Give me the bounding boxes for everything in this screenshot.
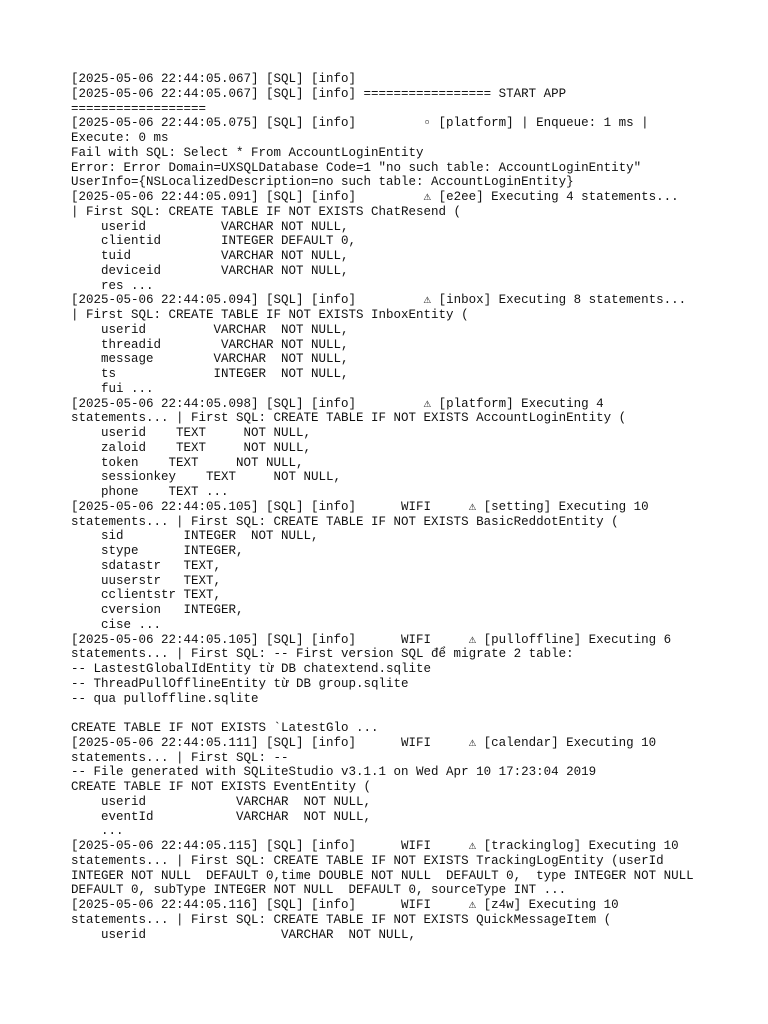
log-line: zaloid TEXT NOT NULL, — [71, 440, 312, 455]
log-line: sdatastr TEXT, — [71, 558, 222, 573]
log-line: threadid VARCHAR NOT NULL, — [71, 337, 349, 352]
log-line: token TEXT NOT NULL, — [71, 455, 304, 470]
log-line: cclientstr TEXT, — [71, 588, 222, 603]
log-line: statements... | First SQL: -- — [71, 750, 289, 765]
log-line: userid TEXT NOT NULL, — [71, 426, 312, 440]
log-line: [2025-05-06 22:44:05.067] [SQL] [info] — [71, 72, 357, 86]
log-line: res ... — [71, 278, 154, 293]
log-line: cversion INTEGER, — [71, 603, 244, 617]
log-line: eventId VARCHAR NOT NULL, — [71, 809, 372, 824]
log-line: [2025-05-06 22:44:05.094] [SQL] [info] ⚠ [inbox] Executing 8 statements... — [71, 293, 687, 308]
log-line: | First SQL: CREATE TABLE IF NOT EXISTS InboxEntity ( — [71, 308, 469, 322]
log-line — [71, 706, 711, 721]
log-line: | First SQL: CREATE TABLE IF NOT EXISTS ChatResend ( — [71, 204, 462, 219]
log-line: [2025-05-06 22:44:05.098] [SQL] [info] ⚠ [platform] Executing 4 — [71, 396, 604, 411]
log-line: statements... | First SQL: CREATE TABLE IF NOT EXISTS BasicReddotEntity ( — [71, 514, 619, 529]
log-line: CREATE TABLE IF NOT EXISTS `LatestGlo ... — [71, 721, 379, 735]
log-line: cise ... — [71, 617, 162, 632]
log-line: ================== — [71, 101, 207, 116]
log-line: DEFAULT 0, subType INTEGER NOT NULL DEFAULT 0, sourceType INT ... — [71, 883, 567, 898]
log-line: [2025-05-06 22:44:05.067] [SQL] [info] ================= START APP — [71, 86, 567, 101]
log-line: userid VARCHAR NOT NULL, — [71, 794, 372, 809]
log-line: statements... | First SQL: CREATE TABLE IF NOT EXISTS TrackingLogEntity (userId — [71, 853, 664, 868]
log-line: uuserstr TEXT, — [71, 573, 222, 588]
log-line: [2025-05-06 22:44:05.115] [SQL] [info] WIFI ⚠ [trackinglog] Executing 10 — [71, 839, 679, 853]
log-line: tuid VARCHAR NOT NULL, — [71, 249, 349, 263]
log-line: [2025-05-06 22:44:05.105] [SQL] [info] WIFI ⚠ [pulloffline] Executing 6 — [71, 632, 672, 647]
log-line: fui ... — [71, 381, 154, 396]
log-line: [2025-05-06 22:44:05.116] [SQL] [info] WIFI ⚠ [z4w] Executing 10 — [71, 898, 619, 912]
log-line: deviceid VARCHAR NOT NULL, — [71, 263, 349, 278]
log-line: Error: Error Domain=UXSQLDatabase Code=1 "no such table: AccountLoginEntity" — [71, 160, 642, 175]
log-line: [2025-05-06 22:44:05.111] [SQL] [info] WIFI ⚠ [calendar] Executing 10 — [71, 735, 657, 750]
log-line: stype INTEGER, — [71, 544, 244, 558]
log-line: Fail with SQL: Select * From AccountLoginEntity — [71, 145, 424, 160]
log-line: ... — [71, 824, 124, 839]
log-line: UserInfo={NSLocalizedDescription=no such table: AccountLoginEntity} — [71, 175, 574, 190]
log-line: [2025-05-06 22:44:05.105] [SQL] [info] WIFI ⚠ [setting] Executing 10 — [71, 499, 649, 514]
log-line: -- qua pulloffline.sqlite — [71, 691, 259, 706]
log-line: phone TEXT ... — [71, 485, 229, 499]
log-output — [71, 72, 711, 942]
log-line: clientid INTEGER DEFAULT 0, — [71, 234, 357, 249]
log-line: userid VARCHAR NOT NULL, — [71, 927, 417, 942]
log-line: userid VARCHAR NOT NULL, — [71, 219, 349, 234]
log-line: message VARCHAR NOT NULL, — [71, 352, 349, 367]
log-line: statements... | First SQL: CREATE TABLE IF NOT EXISTS QuickMessageItem ( — [71, 912, 612, 927]
log-line: statements... | First SQL: CREATE TABLE IF NOT EXISTS AccountLoginEntity ( — [71, 411, 627, 426]
log-line: INTEGER NOT NULL DEFAULT 0,time DOUBLE NOT NULL DEFAULT 0, type INTEGER NOT NULL — [71, 868, 694, 883]
log-line: [2025-05-06 22:44:05.091] [SQL] [info] ⚠ [e2ee] Executing 4 statements... — [71, 190, 679, 204]
log-line: ts INTEGER NOT NULL, — [71, 367, 349, 381]
log-line: CREATE TABLE IF NOT EXISTS EventEntity ( — [71, 780, 372, 794]
log-line: sessionkey TEXT NOT NULL, — [71, 470, 342, 485]
log-line: Execute: 0 ms — [71, 131, 169, 145]
log-line: [2025-05-06 22:44:05.075] [SQL] [info] ▫ [platform] | Enqueue: 1 ms | — [71, 116, 649, 131]
log-line: -- ThreadPullOfflineEntity từ DB group.sqlite — [71, 676, 409, 691]
log-line: -- File generated with SQLiteStudio v3.1.1 on Wed Apr 10 17:23:04 2019 — [71, 765, 597, 780]
log-line: statements... | First SQL: -- First version SQL để migrate 2 table: — [71, 647, 574, 662]
log-line: -- LastestGlobalIdEntity từ DB chatextend.sqlite — [71, 662, 432, 676]
log-line: sid INTEGER NOT NULL, — [71, 529, 319, 544]
log-line: userid VARCHAR NOT NULL, — [71, 322, 349, 337]
